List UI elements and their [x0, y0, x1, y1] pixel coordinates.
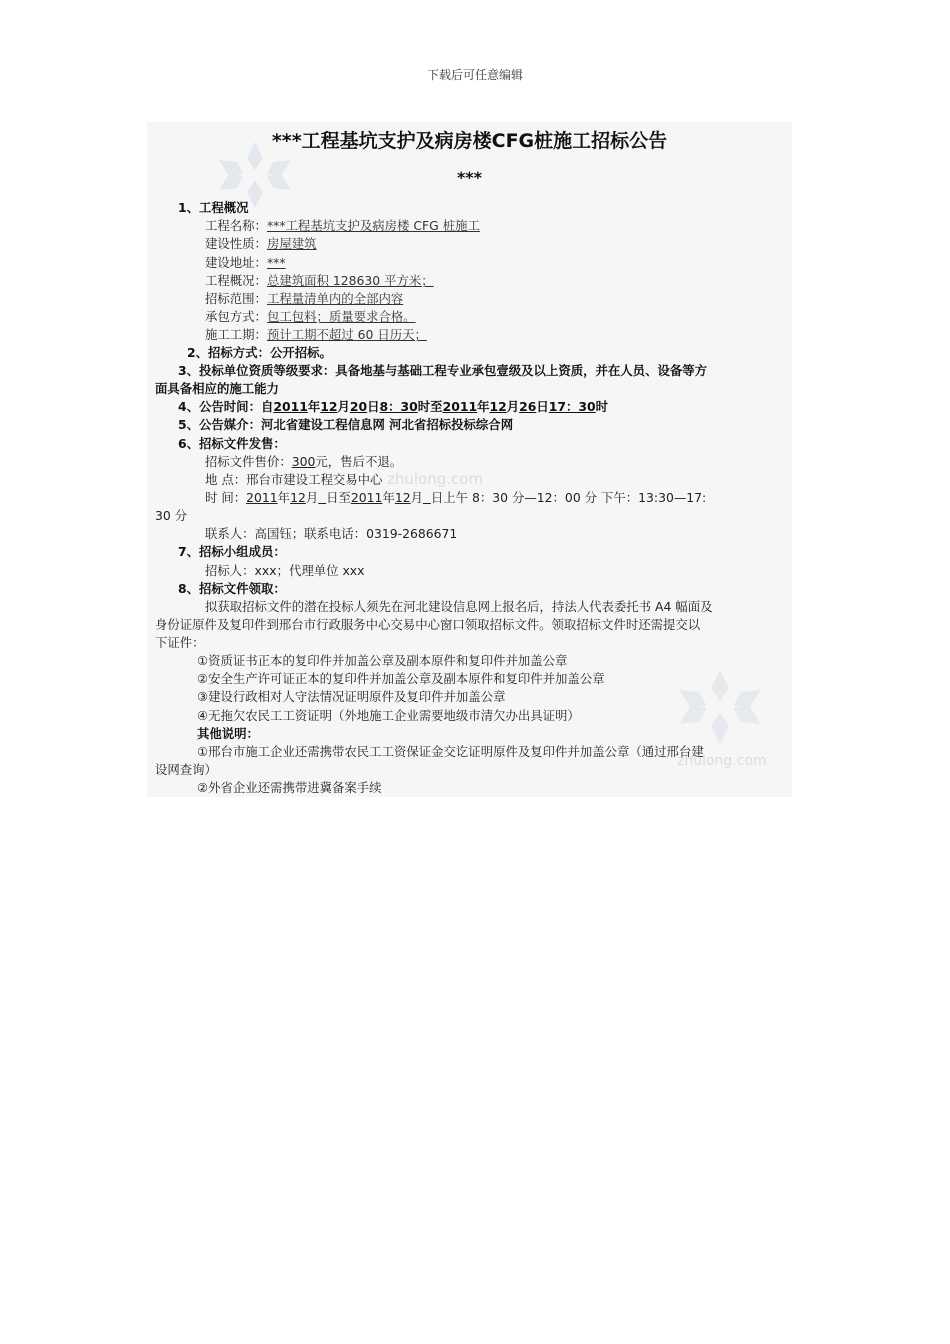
- section-7-members-heading: 7、招标小组成员：: [178, 544, 286, 559]
- section-4-announcement-time: [178, 399, 608, 415]
- s6-contact: 联系人：高国钰；联系电话：0319-2686671: [205, 526, 458, 541]
- section-1-heading: 1、工程概况: [178, 200, 249, 215]
- s4-text: 月: [337, 399, 350, 414]
- field-nature: [205, 236, 317, 252]
- s6-month-start: 12: [290, 490, 306, 505]
- field-value: 工程量清单内的全部内容: [266, 291, 404, 306]
- s4-day-end: 26: [519, 399, 537, 414]
- s4-text: 月: [506, 399, 520, 414]
- field-value: 房屋建筑: [266, 236, 317, 251]
- s6-year-end: 2011: [350, 490, 383, 505]
- field-contract-mode: [205, 309, 416, 325]
- s4-year-end: 2011: [442, 399, 478, 414]
- s6-text: 月: [410, 490, 424, 505]
- section-6-sale-heading: 6、招标文件发售：: [178, 436, 286, 451]
- s4-text: 日: [367, 399, 380, 414]
- s4-text: 时: [595, 399, 609, 414]
- s8-paragraph-line1: 拟获取招标文件的潜在投标人须先在河北建设信息网上报名后，持法人代表委托书 A4 幅面及: [205, 599, 713, 614]
- s6-text: 日至: [326, 490, 351, 505]
- s6-price-value: 300: [291, 454, 316, 469]
- section-5-media: 5、公告媒介：河北省建设工程信息网 河北省招标投标综合网: [178, 417, 514, 432]
- other-note-2: ②外省企业还需携带进冀备案手续: [197, 780, 382, 795]
- s4-prefix: 4、公告时间：自: [178, 399, 274, 414]
- s6-price: [205, 454, 402, 470]
- page-header: 下载后可任意编辑: [426, 68, 523, 82]
- scanned-notice-image: [147, 122, 792, 797]
- s6-price-label: 招标文件售价：: [205, 454, 292, 469]
- notice-subtitle: ***: [456, 168, 483, 187]
- s8-item: ③建设行政相对人守法情况证明原件及复印件并加盖公章: [197, 689, 506, 704]
- field-label: 施工工期：: [205, 327, 267, 342]
- section-2-bidding-method: 2、招标方式：公开招标。: [187, 345, 332, 360]
- field-overview: [205, 273, 434, 289]
- field-scope: [205, 291, 403, 307]
- s6-time-prefix: 时 间：: [205, 490, 247, 505]
- field-label: 招标范围：: [205, 291, 267, 306]
- s6-price-suffix: 元，售后不退。: [315, 454, 403, 469]
- field-value: 预计工期不超过 60 日历天；: [266, 327, 427, 342]
- s8-item: ②安全生产许可证正本的复印件并加盖公章及副本原件和复印件并加盖公章: [197, 671, 605, 686]
- field-value: ***: [266, 255, 286, 270]
- watermark-text-2: zhulong.com: [677, 753, 767, 769]
- s4-year-start: 2011: [273, 399, 308, 414]
- field-label: 建设地址：: [205, 255, 267, 270]
- field-duration: [205, 327, 427, 343]
- watermark-logo-2: [675, 667, 765, 747]
- field-project-name: [205, 218, 480, 234]
- section-3-qualification-line1: 3、投标单位资质等级要求：具备地基与基础工程专业承包壹级及以上资质，并在人员、设备等方: [178, 363, 708, 378]
- section-3-qualification-line2: 面具备相应的施工能力: [155, 381, 279, 396]
- other-note-1-line2: 设网查询）: [155, 762, 217, 777]
- s6-time: [205, 490, 706, 506]
- s4-hour-end: 17：30: [548, 399, 596, 414]
- field-label: 建设性质：: [205, 236, 267, 251]
- s6-place: 地 点：邢台市建设工程交易中心: [205, 472, 383, 487]
- field-label: 承包方式：: [205, 309, 267, 324]
- s4-day-start: 20: [349, 399, 368, 414]
- watermark-text: zhulong.com: [387, 470, 484, 488]
- s4-text: 日: [536, 399, 549, 414]
- s6-day-start-blank: [318, 490, 326, 505]
- s8-item: ④无拖欠农民工工资证明（外地施工企业需要地级市清欠办出具证明）: [197, 708, 580, 723]
- section-8-collection-heading: 8、招标文件领取：: [178, 581, 286, 596]
- s4-month-end: 12: [489, 399, 507, 414]
- s6-text: 年: [382, 490, 395, 505]
- s6-time-continued: 30 分: [155, 508, 188, 523]
- s8-item: ①资质证书正本的复印件并加盖公章及副本原件和复印件并加盖公章: [197, 653, 568, 668]
- s6-text: 日上午 8：30 分—12：00 分 下午：13:30—17:: [430, 490, 707, 505]
- s6-text: 月: [305, 490, 319, 505]
- other-notes-heading: 其他说明：: [197, 726, 259, 741]
- field-address: [205, 255, 286, 271]
- other-note-1-line1: ①邢台市施工企业还需携带农民工工资保证金交讫证明原件及复印件并加盖公章（通过邢台建: [197, 744, 704, 759]
- field-value: ***工程基坑支护及病房楼 CFG 桩施工: [266, 218, 480, 233]
- s8-paragraph-line3: 下证件：: [155, 635, 205, 650]
- s6-day-end-blank: [423, 490, 431, 505]
- s6-month-end: 12: [394, 490, 411, 505]
- s4-text: 年: [307, 399, 321, 414]
- s6-year-start: 2011: [246, 490, 278, 505]
- s4-month-start: 12: [320, 399, 338, 414]
- field-value: 包工包料；质量要求合格。: [266, 309, 416, 324]
- field-label: 工程概况：: [205, 273, 267, 288]
- s7-members: 招标人：xxx；代理单位 xxx: [205, 563, 365, 578]
- field-label: 工程名称：: [205, 218, 267, 233]
- s4-text: 时至: [417, 399, 443, 414]
- s4-hour-start: 8：30: [379, 399, 418, 414]
- s6-text: 年: [277, 490, 291, 505]
- notice-title: ***工程基坑支护及病房楼CFG桩施工招标公告: [271, 130, 668, 152]
- s8-paragraph-line2: 身份证原件及复印件到邢台市行政服务中心交易中心窗口领取招标文件。领取招标文件时还需提交以: [155, 617, 701, 632]
- field-value: 总建筑面积 128630 平方米；: [266, 273, 434, 288]
- s4-text: 年: [477, 399, 490, 414]
